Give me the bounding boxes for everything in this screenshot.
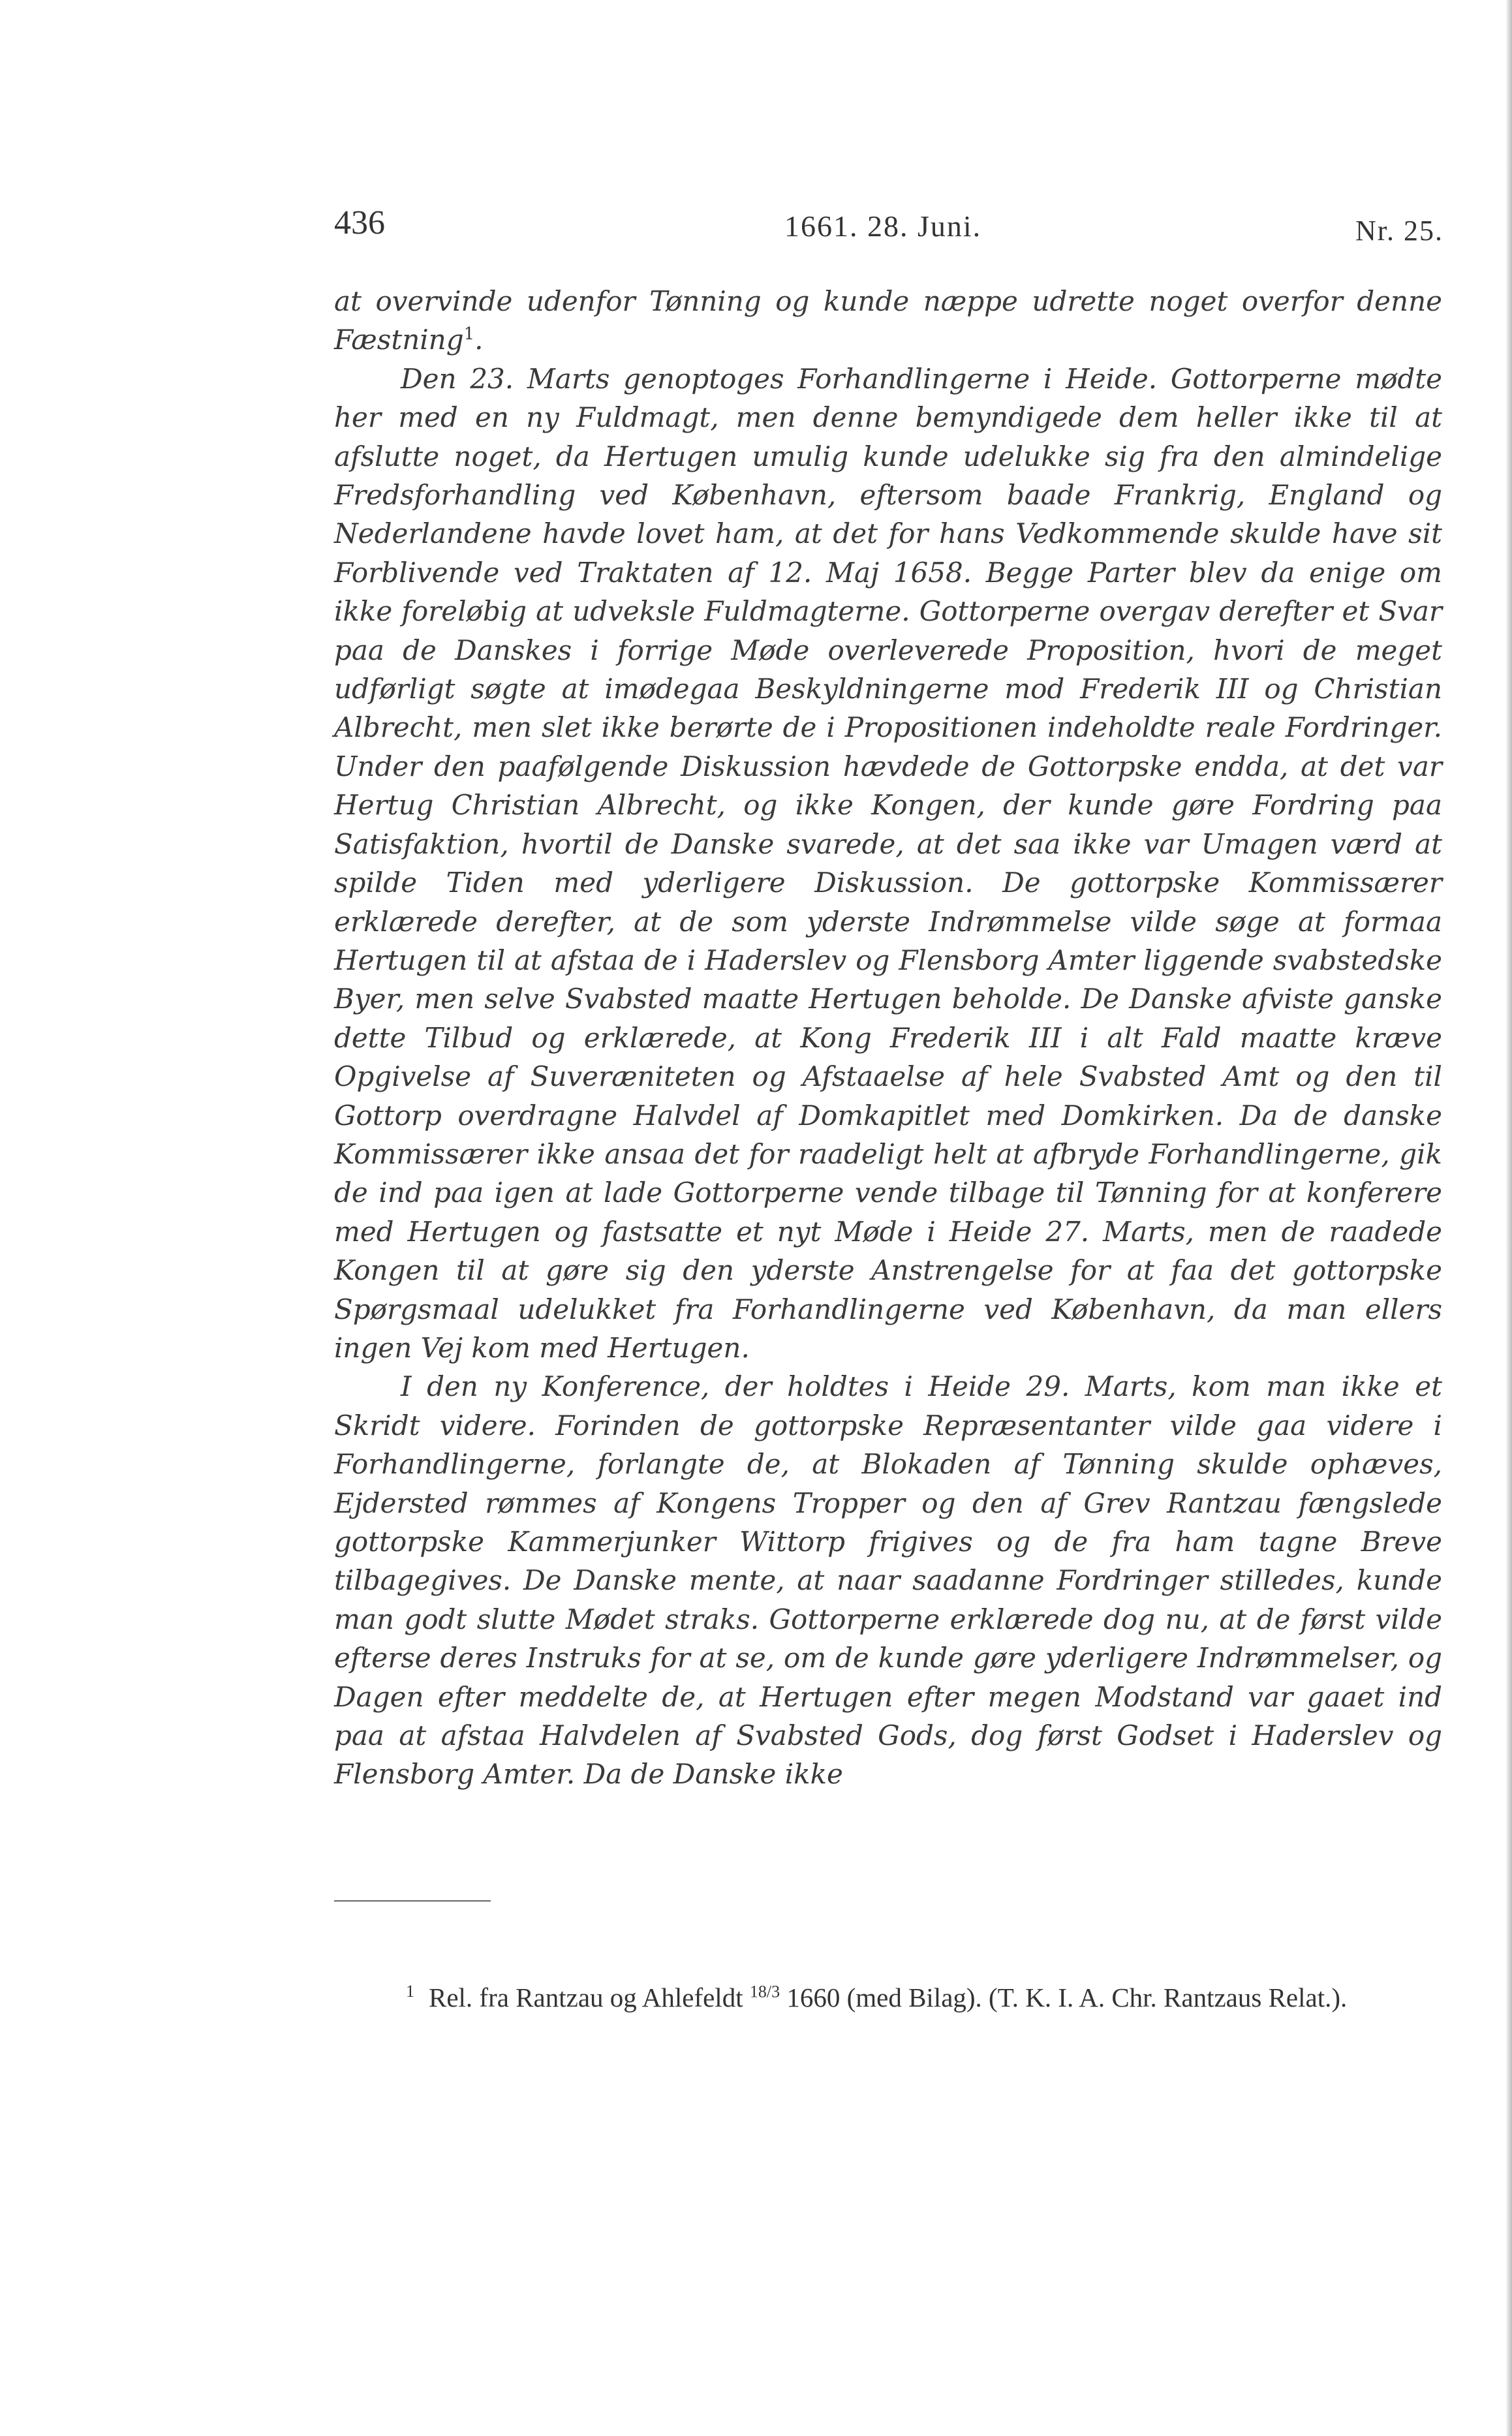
footnote-divider — [334, 1900, 491, 1902]
paragraph-2: Den 23. Marts genoptoges Forhandlingerne i Heide. Gottorperne mødte her med en ny Fuldmagt, men denne bemyndigede dem heller ikke til at afslutte noget, da Hertugen umulig kunde udelukke sig fra den almindelige Fredsforhandling ved København, eftersom baade Frankrig, England og Nederlandene havde lovet ham, at det for hans Vedkommende skulde have sit Forblivende ved Traktaten af 12. Maj 1658. Begge Parter blev da enige om ikke foreløbig at udveksle Fuldmagterne. Gottorperne overgav derefter et Svar paa de Danskes i forrige Møde overleverede Proposition, hvori de meget udførligt søgte at imødegaa Beskyldningerne mod Frederik III og Christian Albrecht, men slet ikke berørte de i Propositionen indeholdte reale Fordringer. Under den paafølgende Diskussion hævdede de Gottorpske endda, at det var Hertug Christian Albrecht, og ikke Kongen, der kunde gøre Fordring paa Satisfaktion, hvortil de Danske svarede, at det saa ikke var Umagen værd at spilde Tiden med yderligere Diskussion. De gottorpske Kommissærer erklærede derefter, at de som yderste Indrømmelse vilde søge at formaa Hertugen til at afstaa de i Haderslev og Flensborg Amter liggende svabstedske Byer, men selve Svabsted maatte Hertugen beholde. De Danske afviste ganske dette Tilbud og erklærede, at Kong Frederik III i alt Fald maatte kræve Opgivelse af Suveræniteten og Afstaaelse af hele Svabsted Amt og den til Gottorp overdragne Halvdel af Domkapitlet med Domkirken. Da de danske Kommissærer ikke ansaa det for raadeligt helt at afbryde Forhandlingerne, gik de ind paa igen at lade Gottorperne vende tilbage til Tønning for at konferere med Hertugen og fastsatte et nyt Møde i Heide 27. Marts, men de raadede Kongen til at gøre sig den yderste Anstrengelse for at faa det gottorpske Spørgsmaal udelukket fra Forhandlingerne ved København, da man ellers ingen Vej kom med Hertugen. — [334, 362, 1442, 1364]
main-text — [334, 282, 1442, 1794]
footnote-text-start: Rel. fra Rantzau og Ahlefeldt — [429, 1982, 750, 2012]
paragraph-1 — [334, 282, 1442, 360]
paragraph-1-text: at overvinde udenfor Tønning og kunde næppe udrette noget overfor denne Fæstning — [334, 285, 1442, 356]
page-edge-shadow — [1505, 0, 1512, 2436]
page-number: 436 — [334, 204, 385, 241]
paragraph-3: I den ny Konference, der holdtes i Heide 29. Marts, kom man ikke et Skridt videre. Forinden de gottorpske Repræsentanter vilde gaa videre i Forhandlingerne, forlangte de, at Blokaden af Tønning skulde ophæves, Ejdersted rømmes af Kongens Tropper og den af Grev Rantzau fængslede gottorpske Kammerjunker Wittorp frigives og de fra ham tagne Breve tilbagegives. De Danske mente, at naar saadanne Fordringer stilledes, kunde man godt slutte Mødet straks. Gottorperne erklærede dog nu, at de først vilde efterse deres Instruks for at se, om de kunde gøre yderligere Indrømmelser, og Dagen efter meddelte de, at Hertugen efter megen Modstand var gaaet ind paa at afstaa Halvdelen af Svabsted Gods, dog først Godset i Haderslev og Flensborg Amter. Da de Danske ikke — [334, 1370, 1442, 1791]
footnote: 1 Rel. fra Rantzau og Ahlefeldt $^{18/3}$ 1660 (med Bilag). (T. K. I. A. Chr. Rantzaus Relat.). — [406, 1982, 1348, 2012]
footnote-text-end: 1660 (med Bilag). (T. K. I. A. Chr. Rantzaus Relat.). — [780, 1982, 1348, 2012]
header-date: 1661. 28. Juni. — [784, 209, 982, 243]
footnote-reference[interactable]: 1 — [463, 324, 475, 345]
document-number: Nr. 25. — [1355, 215, 1443, 247]
footnote-date-fraction: 18/3 — [749, 1982, 780, 2001]
page-header — [334, 196, 1443, 254]
paragraph-1-end: . — [474, 324, 484, 356]
